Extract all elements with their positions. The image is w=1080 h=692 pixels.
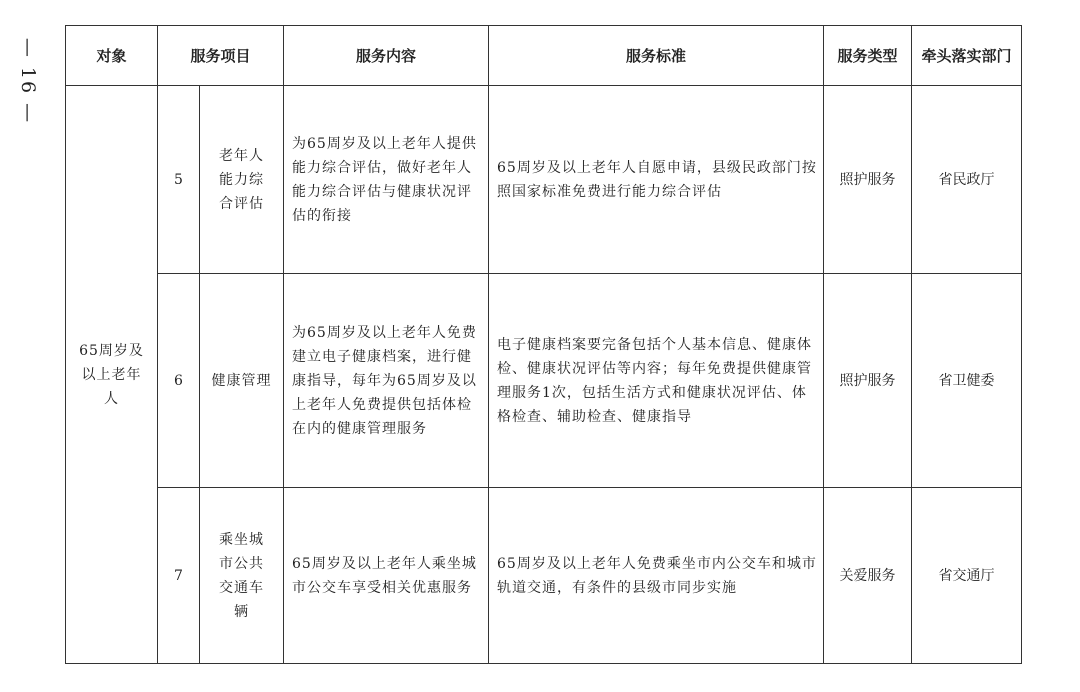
service-type: 照护服务 xyxy=(824,86,912,274)
service-content: 为65周岁及以上老年人提供能力综合评估，做好老年人能力综合评估与健康状况评估的衔接 xyxy=(292,135,477,224)
service-item-cell xyxy=(200,86,284,274)
service-table xyxy=(65,25,1022,664)
service-content: 65周岁及以上老年人乘坐城市公交车享受相关优惠服务 xyxy=(292,555,477,596)
page-number-text: — 16 — xyxy=(17,37,40,125)
service-standard: 65周岁及以上老年人免费乘坐市内公交车和城市轨道交通，有条件的县级市同步实施 xyxy=(497,555,817,596)
service-item: 健康管理 xyxy=(211,372,272,389)
service-standard: 65周岁及以上老年人自愿申请，县级民政部门按照国家标准免费进行能力综合评估 xyxy=(497,159,817,200)
service-standard: 电子健康档案要完备包括个人基本信息、健康体检、健康状况评估等内容；每年免费提供健康管理服务1次，包括生活方式和健康状况评估、体格检查、辅助检查、健康指导 xyxy=(497,336,813,425)
header-department: 牵头落实部门 xyxy=(912,26,1022,86)
header-service-standard: 服务标准 xyxy=(489,26,824,86)
header-service-type: 服务类型 xyxy=(824,26,912,86)
object-group-cell xyxy=(66,86,158,664)
header-service-item: 服务项目 xyxy=(158,26,284,86)
service-item: 乘坐城市公共交通车辆 xyxy=(219,531,264,620)
header-service-content: 服务内容 xyxy=(284,26,489,86)
service-standard-cell xyxy=(489,274,824,488)
service-type: 照护服务 xyxy=(824,274,912,488)
service-type: 关爱服务 xyxy=(824,488,912,664)
service-content-cell xyxy=(284,86,489,274)
service-item-cell xyxy=(200,274,284,488)
header-object: 对象 xyxy=(66,26,158,86)
object-group-text: 65周岁及以上老年人 xyxy=(79,342,144,407)
service-content: 为65周岁及以上老年人免费建立电子健康档案，进行健康指导，每年为65周岁及以上老年人免费提供包括体检在内的健康管理服务 xyxy=(292,324,477,437)
header-row xyxy=(66,26,1022,86)
service-item-cell xyxy=(200,488,284,664)
service-standard-cell xyxy=(489,86,824,274)
table-row xyxy=(66,488,1022,664)
department: 省卫健委 xyxy=(912,274,1022,488)
department: 省交通厅 xyxy=(912,488,1022,664)
row-number: 7 xyxy=(158,488,200,664)
service-content-cell xyxy=(284,274,489,488)
row-number: 6 xyxy=(158,274,200,488)
department: 省民政厅 xyxy=(912,86,1022,274)
page-number xyxy=(8,36,48,126)
service-item: 老年人能力综合评估 xyxy=(219,147,264,212)
table-row xyxy=(66,274,1022,488)
service-standard-cell xyxy=(489,488,824,664)
row-number: 5 xyxy=(158,86,200,274)
table-row xyxy=(66,86,1022,274)
service-content-cell xyxy=(284,488,489,664)
